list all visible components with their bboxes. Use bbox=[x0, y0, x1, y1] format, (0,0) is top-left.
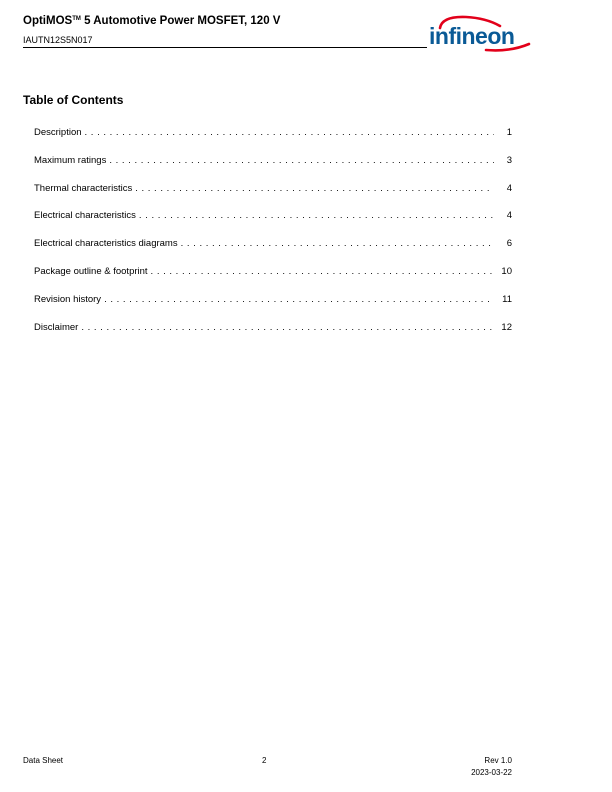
document-title bbox=[23, 15, 280, 27]
toc-entry-thermal-characteristics[interactable] bbox=[34, 183, 512, 211]
toc-leader-dots bbox=[139, 210, 494, 221]
toc-entry-label: Revision history bbox=[34, 293, 102, 305]
footer-doc-type: Data Sheet bbox=[23, 756, 64, 765]
trademark-symbol: TM bbox=[72, 16, 81, 22]
toc-entry-electrical-characteristics-diagrams[interactable] bbox=[34, 238, 512, 266]
toc-entry-page: 6 bbox=[506, 238, 512, 250]
toc-entry-label: Electrical characteristics bbox=[34, 210, 136, 222]
toc-leader-dots bbox=[181, 238, 494, 249]
toc-entry-page: 10 bbox=[501, 265, 512, 277]
toc-entry-label: Maximum ratings bbox=[34, 154, 107, 166]
toc-leader-dots bbox=[135, 183, 494, 194]
toc-entry-page: 11 bbox=[502, 293, 512, 305]
toc-entry-page: 12 bbox=[501, 321, 512, 333]
infineon-logo bbox=[426, 14, 532, 58]
toc-entry-maximum-ratings[interactable] bbox=[34, 155, 512, 183]
toc-leader-dots bbox=[104, 294, 494, 305]
table-of-contents bbox=[34, 127, 512, 349]
toc-entry-label: Electrical characteristics diagrams bbox=[34, 238, 178, 250]
toc-entry-label: Thermal characteristics bbox=[34, 182, 133, 194]
toc-entry-revision-history[interactable] bbox=[34, 294, 512, 322]
footer-revision: Rev 1.0 bbox=[484, 756, 512, 765]
footer-date: 2023-03-22 bbox=[471, 768, 512, 777]
logo-wordmark: infineon bbox=[429, 23, 515, 49]
footer-page-number: 2 bbox=[262, 756, 267, 765]
toc-entry-electrical-characteristics[interactable] bbox=[34, 210, 512, 238]
toc-entry-description[interactable] bbox=[34, 127, 512, 155]
toc-heading: Table of Contents bbox=[23, 93, 124, 107]
toc-entry-page: 1 bbox=[506, 127, 512, 138]
toc-entry-label: Package outline & footprint bbox=[34, 265, 148, 277]
toc-leader-dots bbox=[81, 322, 494, 333]
title-suffix: 5 Automotive Power MOSFET, 120 V bbox=[80, 15, 281, 27]
toc-leader-dots bbox=[85, 127, 494, 138]
toc-entry-label: Description bbox=[34, 127, 82, 138]
toc-entry-disclaimer[interactable] bbox=[34, 322, 512, 350]
toc-leader-dots bbox=[109, 155, 494, 166]
title-prefix: OptiMOS bbox=[23, 15, 73, 27]
toc-entry-package-outline[interactable] bbox=[34, 266, 512, 294]
toc-leader-dots bbox=[151, 266, 494, 277]
toc-entry-page: 3 bbox=[506, 154, 512, 166]
part-number: IAUTN12S5N017 bbox=[23, 35, 93, 45]
toc-entry-page: 4 bbox=[506, 182, 512, 194]
toc-entry-page: 4 bbox=[506, 210, 512, 222]
header-divider bbox=[23, 47, 427, 48]
toc-entry-label: Disclaimer bbox=[34, 321, 79, 333]
